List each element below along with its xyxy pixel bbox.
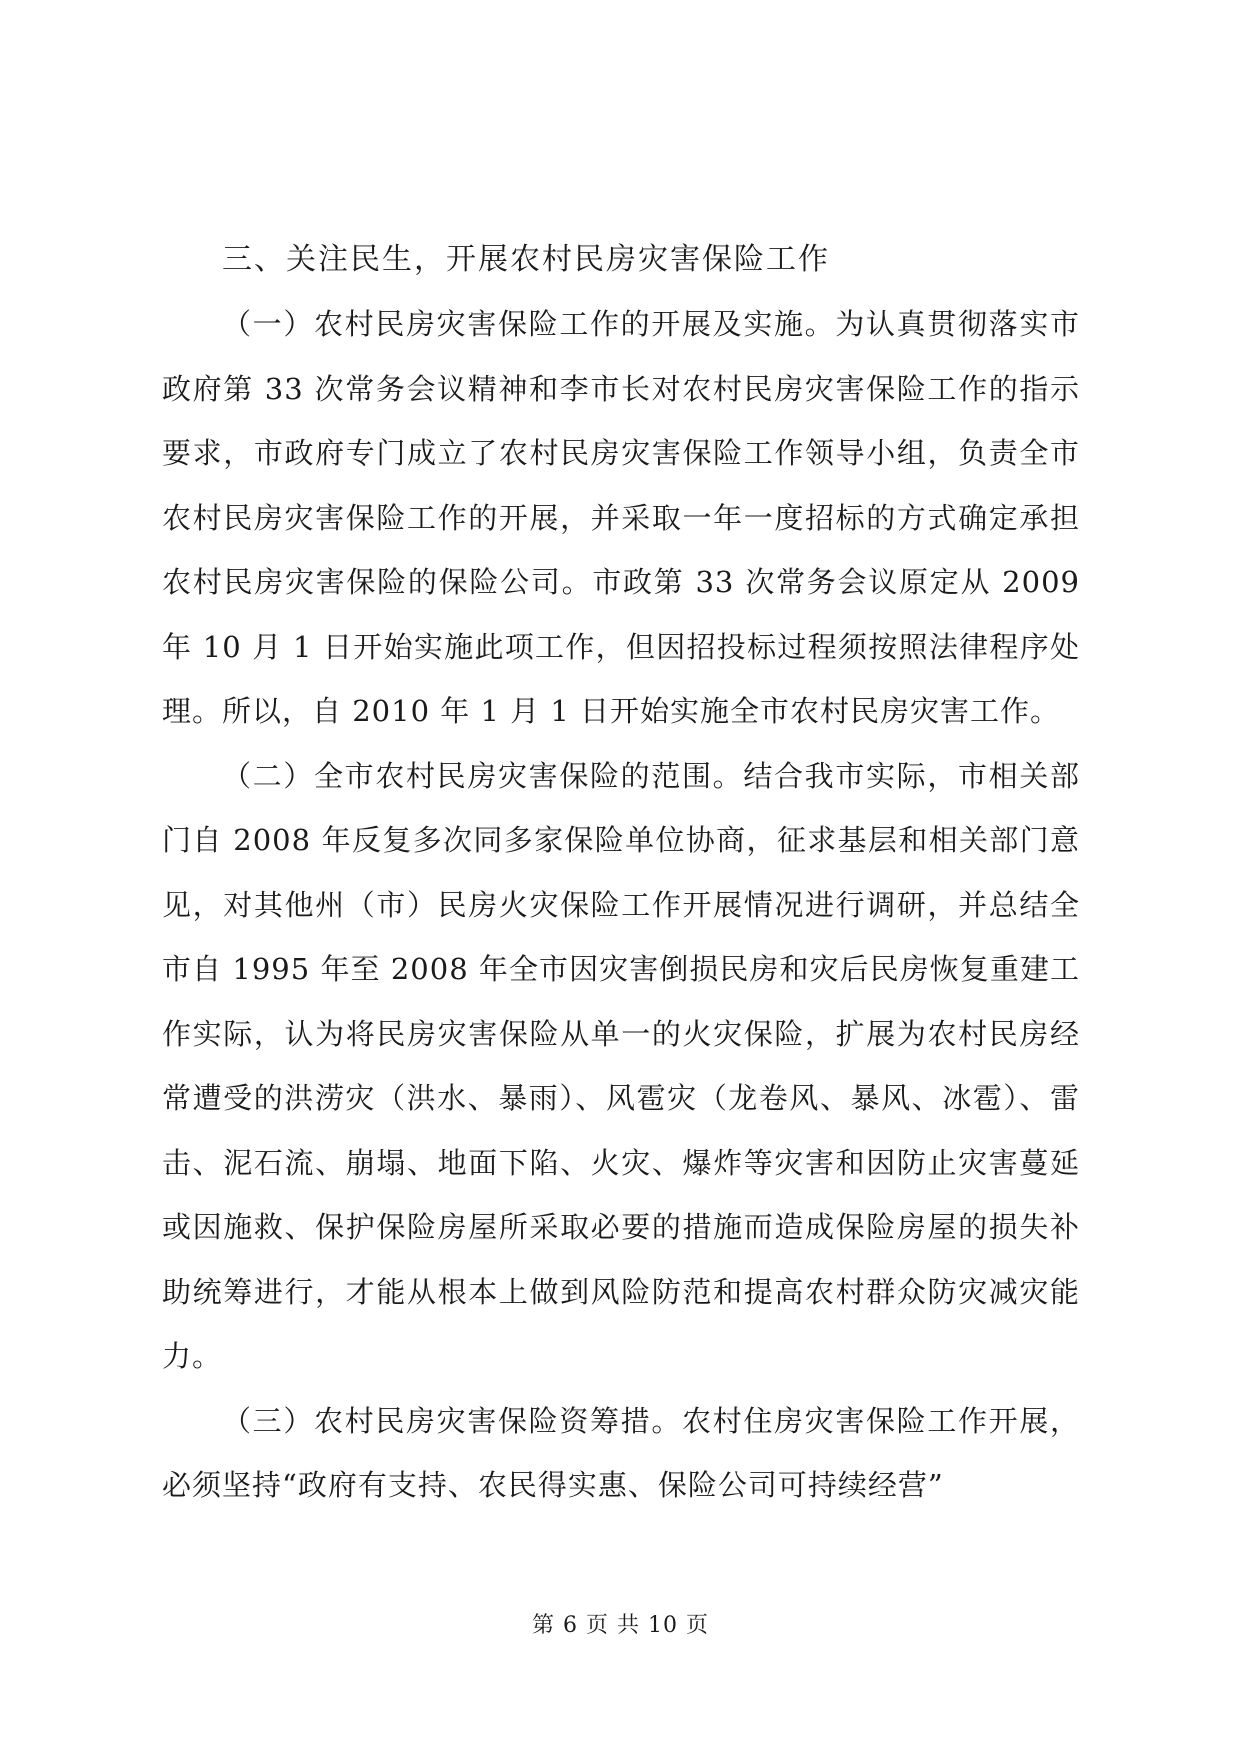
page-number-footer: 第 6 页 共 10 页 — [532, 1613, 709, 1638]
section-heading: 三、关注民生，开展农村民房灾害保险工作 — [222, 242, 830, 277]
paragraph-1: （一）农村民房灾害保险工作的开展及实施。为认真贯彻落实市政府第 33 次常务会议精神和李市长对农村民房灾害保险工作的指示要求，市政府专门成立了农村民房灾害保险工作领导小组，负责全市农村民房灾害保险工作的开展，并采取一年一度招标的方式确定承担农村民房灾害保险的保险公司。市政第 33 次常务会议原定从 2009 年 10 月 1 日开始实施此项工作，但因招投标过程须按照法律程序处理。所以，自 2010 年 1 月 1 日开始实施全市农村民房灾害工作。 — [162, 307, 1080, 728]
paragraph-3: （三）农村民房灾害保险资筹措。农村住房灾害保险工作开展，必须坚持“政府有支持、农民得实惠、保险公司可持续经营” — [162, 1403, 1080, 1502]
paragraph-2: （二）全市农村民房灾害保险的范围。结合我市实际，市相关部门自 2008 年反复多次同多家保险单位协商，征求基层和相关部门意见，对其他州（市）民房火灾保险工作开展情况进行调研，并总结全市自 1995 年至 2008 年全市因灾害倒损民房和灾后民房恢复重建工作实际，认为将民房灾害保险从单一的火灾保险，扩展为农村民房经常遭受的洪涝灾（洪水、暴雨）、风雹灾（龙卷风、暴风、冰雹）、雷击、泥石流、崩塌、地面下陷、火灾、爆炸等灾害和因防止灾害蔓延或因施救、保护保险房屋所采取必要的措施而造成保险房屋的损失补助统筹进行，才能从根本上做到风险防范和提高农村群众防灾减灾能力。 — [162, 758, 1080, 1373]
document-body — [162, 228, 1080, 1518]
